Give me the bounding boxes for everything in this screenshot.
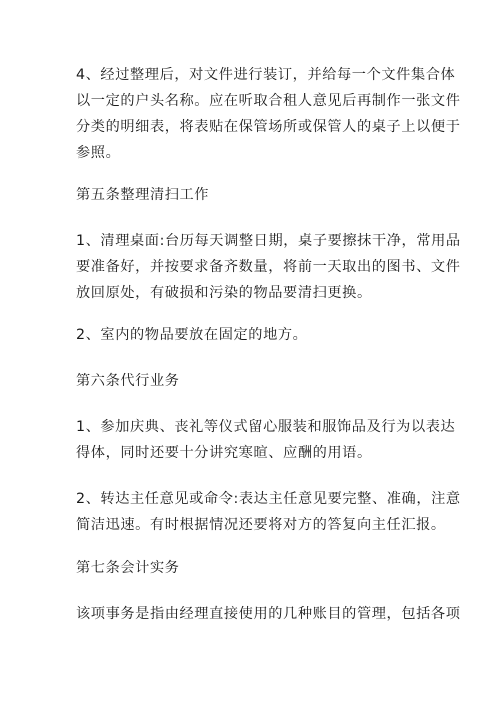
paragraph-ceremony [76, 414, 456, 466]
text-line: 要准备好，并按要求备齐数量，将前一天取出的图书、文件 [76, 259, 461, 275]
paragraph-clean-desk [76, 228, 461, 306]
paragraph-item-4 [76, 62, 461, 166]
text-line: 1、参加庆典、丧礼等仪式留心服装和服饰品及行为以表达 [76, 419, 456, 435]
text-line: 该项事务是指由经理直接使用的几种账目的管理，包括各项 [76, 606, 461, 622]
text-line: 放回原处，有破损和污染的物品要清扫更换。 [76, 285, 372, 301]
paragraph-convey-opinion [76, 486, 461, 538]
text-line: 得体，同时还要十分讲究寒暄、应酬的用语。 [76, 445, 372, 461]
text-line: 1、清理桌面:台历每天调整日期，桌子要擦抹干净，常用品 [76, 233, 461, 249]
paragraph-room-items [76, 322, 428, 348]
paragraph-accounting [76, 601, 461, 627]
text-line: 2、室内的物品要放在固定的地方。 [76, 327, 308, 343]
text-line: 以一定的户头名称。应在听取合租人意见后再制作一张文件 [76, 93, 461, 109]
text-line: 简洁迅速。有时根据情况还要将对方的答复向主任汇报。 [76, 517, 446, 533]
text-line: 2、转达主任意见或命令:表达主任意见要完整、准确，注意 [76, 491, 461, 507]
section-heading-7: 第七条会计实务 [76, 560, 180, 576]
section-heading-5: 第五条整理清扫工作 [76, 187, 210, 203]
text-line: 分类的明细表，将表贴在保管场所或保管人的桌子上以便于 [76, 119, 461, 135]
section-heading-6: 第六条代行业务 [76, 373, 180, 389]
text-line: 4、经过整理后，对文件进行装订，并给每一个文件集合体 [76, 67, 456, 83]
text-line: 参照。 [76, 145, 121, 161]
